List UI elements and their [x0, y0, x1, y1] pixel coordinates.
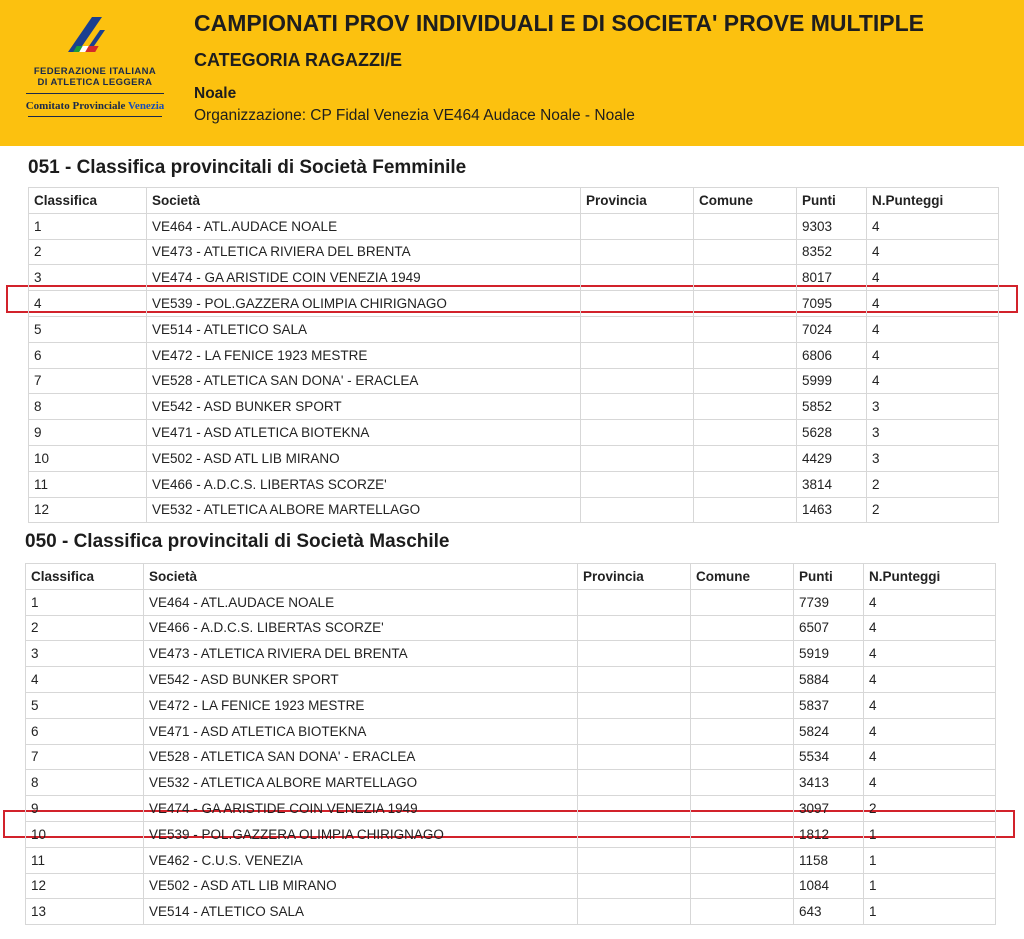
table-cell: 3: [867, 420, 999, 446]
table-cell: 4: [867, 291, 999, 317]
table-cell: VE472 - LA FENICE 1923 MESTRE: [144, 692, 578, 718]
table-cell: [691, 899, 794, 925]
table-row: [29, 265, 999, 291]
column-header: Classifica: [26, 564, 144, 590]
table-cell: 4: [864, 667, 996, 693]
table-cell: [581, 471, 694, 497]
table-cell: VE542 - ASD BUNKER SPORT: [144, 667, 578, 693]
table-row: [26, 744, 996, 770]
table-cell: 3: [867, 394, 999, 420]
table-cell: 2: [26, 615, 144, 641]
table-cell: 9: [26, 796, 144, 822]
table-header-row: [26, 564, 996, 590]
table-cell: 4: [864, 718, 996, 744]
table-cell: [694, 420, 797, 446]
table-cell: VE514 - ATLETICO SALA: [144, 899, 578, 925]
table-cell: 1: [864, 821, 996, 847]
table-cell: 4: [867, 239, 999, 265]
table-cell: [694, 342, 797, 368]
table-cell: 4: [867, 316, 999, 342]
logo-divider-bottom: [28, 116, 162, 117]
table-cell: VE464 - ATL.AUDACE NOALE: [144, 589, 578, 615]
table-cell: 5884: [794, 667, 864, 693]
logo-comitato: [24, 100, 166, 112]
category-title: CATEGORIA RAGAZZI/E: [194, 50, 402, 70]
table-cell: 3: [26, 641, 144, 667]
table-cell: 3097: [794, 796, 864, 822]
table-cell: 1463: [797, 497, 867, 523]
table-cell: VE474 - GA ARISTIDE COIN VENEZIA 1949: [144, 796, 578, 822]
table-cell: [578, 821, 691, 847]
table-row: [26, 615, 996, 641]
table-cell: [581, 291, 694, 317]
table-cell: [578, 692, 691, 718]
column-header: Classifica: [29, 188, 147, 214]
table-cell: 1: [26, 589, 144, 615]
section-title: 050 - Classifica provincitali di Società Maschile: [25, 531, 450, 552]
table-cell: 4429: [797, 445, 867, 471]
table-cell: 1: [29, 213, 147, 239]
table-row: [26, 770, 996, 796]
table-cell: 5852: [797, 394, 867, 420]
table-cell: 5837: [794, 692, 864, 718]
table-cell: [691, 796, 794, 822]
table-cell: VE466 - A.D.C.S. LIBERTAS SCORZE': [147, 471, 581, 497]
table-row: [26, 667, 996, 693]
table-cell: [691, 718, 794, 744]
table-row: [29, 420, 999, 446]
table-cell: VE542 - ASD BUNKER SPORT: [147, 394, 581, 420]
logo-comitato-label: Comitato Provinciale: [25, 100, 126, 112]
table-cell: 6: [26, 718, 144, 744]
table-cell: 7: [26, 744, 144, 770]
table-cell: 1: [864, 899, 996, 925]
table-cell: 1: [864, 847, 996, 873]
table-row: [26, 873, 996, 899]
table-cell: 9: [29, 420, 147, 446]
table-cell: 11: [29, 471, 147, 497]
table-cell: 4: [867, 265, 999, 291]
table-row: [26, 589, 996, 615]
table-cell: 5: [26, 692, 144, 718]
table-cell: 4: [864, 589, 996, 615]
table-row: [26, 847, 996, 873]
table-cell: [694, 471, 797, 497]
table-cell: [694, 213, 797, 239]
table-cell: VE539 - POL.GAZZERA OLIMPIA CHIRIGNAGO: [147, 291, 581, 317]
table-cell: 1: [864, 873, 996, 899]
table-cell: VE539 - POL.GAZZERA OLIMPIA CHIRIGNAGO: [144, 821, 578, 847]
table-cell: 1158: [794, 847, 864, 873]
table-cell: 5: [29, 316, 147, 342]
table-cell: 3814: [797, 471, 867, 497]
logo-comitato-city: Venezia: [128, 100, 165, 112]
column-header: Comune: [691, 564, 794, 590]
table-row: [29, 316, 999, 342]
table-cell: [578, 744, 691, 770]
table-cell: 3: [867, 445, 999, 471]
table-row: [29, 291, 999, 317]
table-cell: [694, 316, 797, 342]
table-cell: 12: [26, 873, 144, 899]
table-cell: 12: [29, 497, 147, 523]
table-cell: [694, 445, 797, 471]
table-cell: [691, 873, 794, 899]
column-header: Società: [144, 564, 578, 590]
table-cell: [691, 641, 794, 667]
table-row: [26, 821, 996, 847]
table-row: [29, 394, 999, 420]
logo-divider: [26, 93, 164, 94]
table-cell: 5824: [794, 718, 864, 744]
table-cell: [691, 667, 794, 693]
table-cell: [578, 718, 691, 744]
table-cell: [581, 239, 694, 265]
table-row: [29, 445, 999, 471]
table-cell: 4: [867, 213, 999, 239]
table-row: [29, 213, 999, 239]
table-cell: [691, 589, 794, 615]
table-cell: [694, 265, 797, 291]
table-cell: VE532 - ATLETICA ALBORE MARTELLAGO: [144, 770, 578, 796]
table-cell: 2: [867, 471, 999, 497]
column-header: Provincia: [581, 188, 694, 214]
table-cell: [694, 497, 797, 523]
table-cell: [691, 744, 794, 770]
table-cell: [581, 316, 694, 342]
table-cell: [691, 847, 794, 873]
table-cell: 4: [864, 615, 996, 641]
table-cell: 7: [29, 368, 147, 394]
table-cell: [581, 497, 694, 523]
table-cell: [578, 641, 691, 667]
ranking-table: [28, 187, 999, 523]
table-cell: 7739: [794, 589, 864, 615]
table-cell: VE514 - ATLETICO SALA: [147, 316, 581, 342]
table-row: [29, 471, 999, 497]
table-row: [29, 368, 999, 394]
table-row: [26, 692, 996, 718]
table-cell: [578, 796, 691, 822]
table-cell: VE528 - ATLETICA SAN DONA' - ERACLEA: [147, 368, 581, 394]
table-cell: 4: [864, 692, 996, 718]
column-header: Punti: [794, 564, 864, 590]
table-cell: VE462 - C.U.S. VENEZIA: [144, 847, 578, 873]
table-cell: 3: [29, 265, 147, 291]
table-cell: 10: [26, 821, 144, 847]
table-cell: [578, 873, 691, 899]
table-cell: 2: [29, 239, 147, 265]
table-cell: 2: [867, 497, 999, 523]
table-cell: 7095: [797, 291, 867, 317]
table-cell: [578, 667, 691, 693]
table-cell: 643: [794, 899, 864, 925]
table-cell: [691, 692, 794, 718]
column-header: Punti: [797, 188, 867, 214]
table-row: [29, 497, 999, 523]
table-cell: 1812: [794, 821, 864, 847]
column-header: N.Punteggi: [867, 188, 999, 214]
table-cell: 8017: [797, 265, 867, 291]
page-title: CAMPIONATI PROV INDIVIDUALI E DI SOCIETA' PROVE MULTIPLE: [194, 10, 925, 36]
table-cell: [578, 899, 691, 925]
table-cell: VE502 - ASD ATL LIB MIRANO: [144, 873, 578, 899]
table-cell: [578, 589, 691, 615]
table-cell: [581, 420, 694, 446]
table-cell: 4: [867, 342, 999, 368]
table-cell: [694, 394, 797, 420]
table-cell: [691, 615, 794, 641]
table-cell: [578, 847, 691, 873]
fidal-logo: [24, 14, 166, 126]
table-cell: 1084: [794, 873, 864, 899]
table-cell: 5999: [797, 368, 867, 394]
table-cell: 10: [29, 445, 147, 471]
venue-name: Noale: [194, 85, 237, 102]
table-cell: 7024: [797, 316, 867, 342]
table-cell: VE502 - ASD ATL LIB MIRANO: [147, 445, 581, 471]
table-cell: 11: [26, 847, 144, 873]
table-cell: 5919: [794, 641, 864, 667]
table-cell: 8: [29, 394, 147, 420]
table-row: [26, 899, 996, 925]
table-cell: 6507: [794, 615, 864, 641]
table-cell: 4: [867, 368, 999, 394]
table-cell: 13: [26, 899, 144, 925]
table-cell: VE466 - A.D.C.S. LIBERTAS SCORZE': [144, 615, 578, 641]
table-cell: 6: [29, 342, 147, 368]
organization-text: Organizzazione: CP Fidal Venezia VE464 Audace Noale - Noale: [194, 107, 635, 124]
table-cell: VE464 - ATL.AUDACE NOALE: [147, 213, 581, 239]
table-header-row: [29, 188, 999, 214]
column-header: Società: [147, 188, 581, 214]
table-cell: [691, 821, 794, 847]
table-cell: 3413: [794, 770, 864, 796]
table-cell: [691, 770, 794, 796]
table-cell: 5534: [794, 744, 864, 770]
table-row: [26, 641, 996, 667]
column-header: N.Punteggi: [864, 564, 996, 590]
table-cell: [581, 394, 694, 420]
logo-line-1: FEDERAZIONE ITALIANA: [33, 66, 157, 77]
table-cell: VE472 - LA FENICE 1923 MESTRE: [147, 342, 581, 368]
table-cell: [581, 368, 694, 394]
table-cell: 6806: [797, 342, 867, 368]
table-cell: 4: [26, 667, 144, 693]
table-cell: VE532 - ATLETICA ALBORE MARTELLAGO: [147, 497, 581, 523]
table-cell: 8: [26, 770, 144, 796]
table-cell: VE471 - ASD ATLETICA BIOTEKNA: [147, 420, 581, 446]
table-cell: 4: [864, 641, 996, 667]
table-cell: 4: [864, 744, 996, 770]
logo-federation-text: [24, 66, 166, 88]
table-row: [26, 718, 996, 744]
table-cell: 2: [864, 796, 996, 822]
table-cell: VE473 - ATLETICA RIVIERA DEL BRENTA: [147, 239, 581, 265]
table-cell: 8352: [797, 239, 867, 265]
table-cell: [694, 291, 797, 317]
table-row: [29, 342, 999, 368]
table-cell: [581, 265, 694, 291]
table-cell: 5628: [797, 420, 867, 446]
table-cell: 4: [864, 770, 996, 796]
table-row: [29, 239, 999, 265]
section-title: 051 - Classifica provincitali di Società Femminile: [28, 157, 467, 178]
page-header: [0, 0, 1024, 146]
table-cell: VE473 - ATLETICA RIVIERA DEL BRENTA: [144, 641, 578, 667]
ranking-table: [25, 563, 996, 925]
fidal-logo-icon: [64, 16, 126, 66]
table-cell: 9303: [797, 213, 867, 239]
column-header: Provincia: [578, 564, 691, 590]
table-cell: [694, 368, 797, 394]
table-row: [26, 796, 996, 822]
column-header: Comune: [694, 188, 797, 214]
table-cell: VE528 - ATLETICA SAN DONA' - ERACLEA: [144, 744, 578, 770]
logo-line-2: DI ATLETICA LEGGERA: [37, 77, 153, 88]
table-cell: [694, 239, 797, 265]
table-cell: [578, 615, 691, 641]
table-cell: VE474 - GA ARISTIDE COIN VENEZIA 1949: [147, 265, 581, 291]
table-cell: [581, 445, 694, 471]
table-cell: [581, 213, 694, 239]
table-cell: [578, 770, 691, 796]
table-cell: 4: [29, 291, 147, 317]
table-cell: VE471 - ASD ATLETICA BIOTEKNA: [144, 718, 578, 744]
table-cell: [581, 342, 694, 368]
